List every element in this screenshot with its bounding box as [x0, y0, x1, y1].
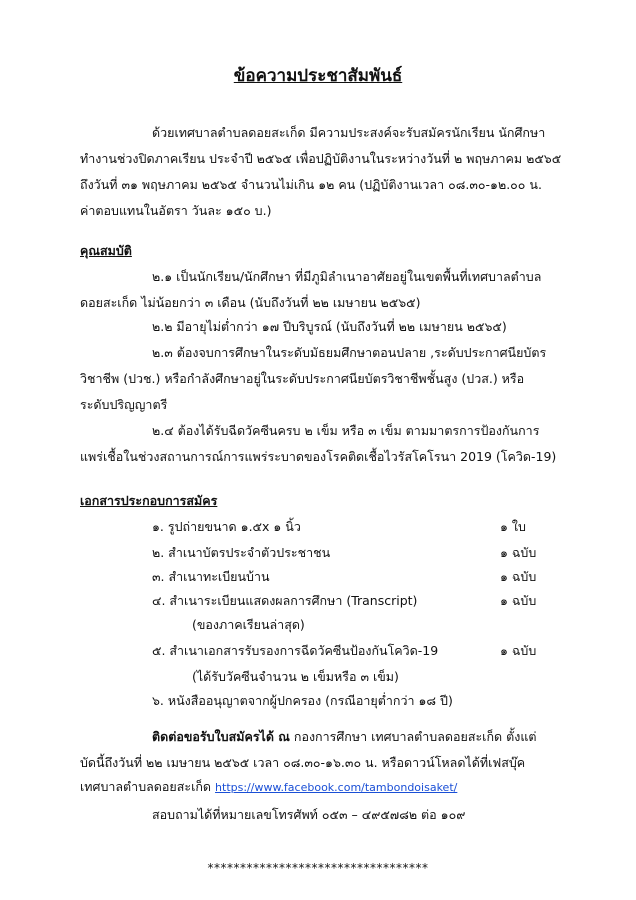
document-qty-1: ๑ ใบ — [500, 519, 526, 534]
qualification-3-line-1: ๒.๓ ต้องจบการศึกษาในระดับมัธยมศึกษาตอนปลาย ,ระดับประกาศนียบัตร — [152, 345, 547, 360]
contact-phone: สอบถามได้ที่หมายเลขโทรศัพท์ ๐๕๓ – ๔๙๕๗๘๒ ต่อ ๑๐๙ — [152, 807, 466, 822]
page-title: ข้อความประชาสัมพันธ์ — [233, 66, 403, 86]
contact-line-3 — [80, 776, 556, 798]
footer-stars: ********************************** — [207, 861, 429, 875]
qualification-2: ๒.๒ มีอายุไม่ต่ำกว่า ๑๗ ปีบริบูรณ์ (นับถึงวันที่ ๒๒ เมษายน ๒๕๖๕) — [152, 319, 507, 334]
intro-line-3: ถึงวันที่ ๓๑ พฤษภาคม ๒๕๖๕ จำนวนไม่เกิน ๑๒ คน (ปฏิบัติงานเวลา ๐๘.๓๐-๑๒.๐๐ น. — [80, 177, 542, 192]
intro-line-1: ด้วยเทศบาลตำบลดอยสะเก็ด มีความประสงค์จะรับสมัครนักเรียน นักศึกษา — [152, 125, 546, 140]
document-item-3: ๓. สำเนาทะเบียนบ้าน — [152, 569, 270, 584]
document-qty-4: ๑ ฉบับ — [500, 593, 537, 608]
contact-bold-label: ติดต่อขอรับใบสมัครได้ ณ — [152, 729, 290, 744]
qualification-1-line-1: ๒.๑ เป็นนักเรียน/นักศึกษา ที่มีภูมิลำเนาอาศัยอยู่ในเขตพื้นที่เทศบาลตำบล — [152, 269, 542, 284]
document-qty-2: ๑ ฉบับ — [500, 545, 537, 560]
document-item-4: ๔. สำเนาระเบียนแสดงผลการศึกษา (Transcript) — [152, 593, 418, 608]
document-item-5: ๕. สำเนาเอกสารรับรองการฉีดวัคซีนป้องกันโควิด-19 — [152, 643, 439, 658]
qualification-1-line-2: ดอยสะเก็ด ไม่น้อยกว่า ๓ เดือน (นับถึงวันที่ ๒๒ เมษายน ๒๕๖๕) — [80, 295, 421, 310]
contact-line-3-text: เทศบาลตำบลดอยสะเก็ด — [80, 779, 216, 794]
document-item-4-note: (ของภาคเรียนล่าสุด) — [192, 617, 305, 632]
document-item-5-note: (ได้รับวัคซีนจำนวน ๒ เข็มหรือ ๓ เข็ม) — [192, 669, 399, 684]
document-item-1: ๑. รูปถ่ายขนาด ๑.๕x ๑ นิ้ว — [152, 519, 301, 534]
qualification-3-line-3: ระดับปริญญาตรี — [80, 397, 168, 412]
qualifications-heading: คุณสมบัติ — [80, 243, 132, 258]
contact-line-2: บัดนี้ถึงวันที่ ๒๒ เมษายน ๒๕๖๕ เวลา ๐๘.๓๐-๑๖.๓๐ น. หรือดาวน์โหลดได้ที่เฟสบุ๊ค — [80, 755, 526, 770]
intro-line-2: ทำงานช่วงปิดภาคเรียน ประจำปี ๒๕๖๕ เพื่อปฏิบัติงานในระหว่างวันที่ ๒ พฤษภาคม ๒๕๖๕ — [80, 151, 562, 166]
facebook-link[interactable]: https://www.facebook.com/tambondoisaket/ — [215, 781, 458, 794]
document-item-6: ๖. หนังสืออนุญาตจากผู้ปกครอง (กรณีอายุต่ำกว่า ๑๘ ปี) — [152, 693, 453, 708]
documents-heading: เอกสารประกอบการสมัคร — [80, 493, 218, 508]
qualification-3-line-2: วิชาชีพ (ปวช.) หรือกำลังศึกษาอยู่ในระดับประกาศนียบัตรวิชาชีพชั้นสูง (ปวส.) หรือ — [80, 371, 525, 386]
qualification-4-line-2: แพร่เชื้อในช่วงสถานการณ์การแพร่ระบาดของโรคติดเชื้อไวรัสโคโรนา 2019 (โควิด-19) — [80, 449, 557, 464]
document-qty-5: ๑ ฉบับ — [500, 643, 537, 658]
document-item-2: ๒. สำเนาบัตรประจำตัวประชาชน — [152, 545, 331, 560]
qualification-4-line-1: ๒.๔ ต้องได้รับฉีดวัคซีนครบ ๒ เข็ม หรือ ๓ เข็ม ตามมาตรการป้องกันการ — [152, 423, 540, 438]
contact-line-1 — [152, 726, 556, 747]
contact-line-1-rest: กองการศึกษา เทศบาลตำบลดอยสะเก็ด ตั้งแต่ — [289, 729, 537, 744]
document-qty-3: ๑ ฉบับ — [500, 569, 537, 584]
intro-line-4: ค่าตอบแทนในอัตรา วันละ ๑๕๐ บ.) — [80, 203, 272, 218]
